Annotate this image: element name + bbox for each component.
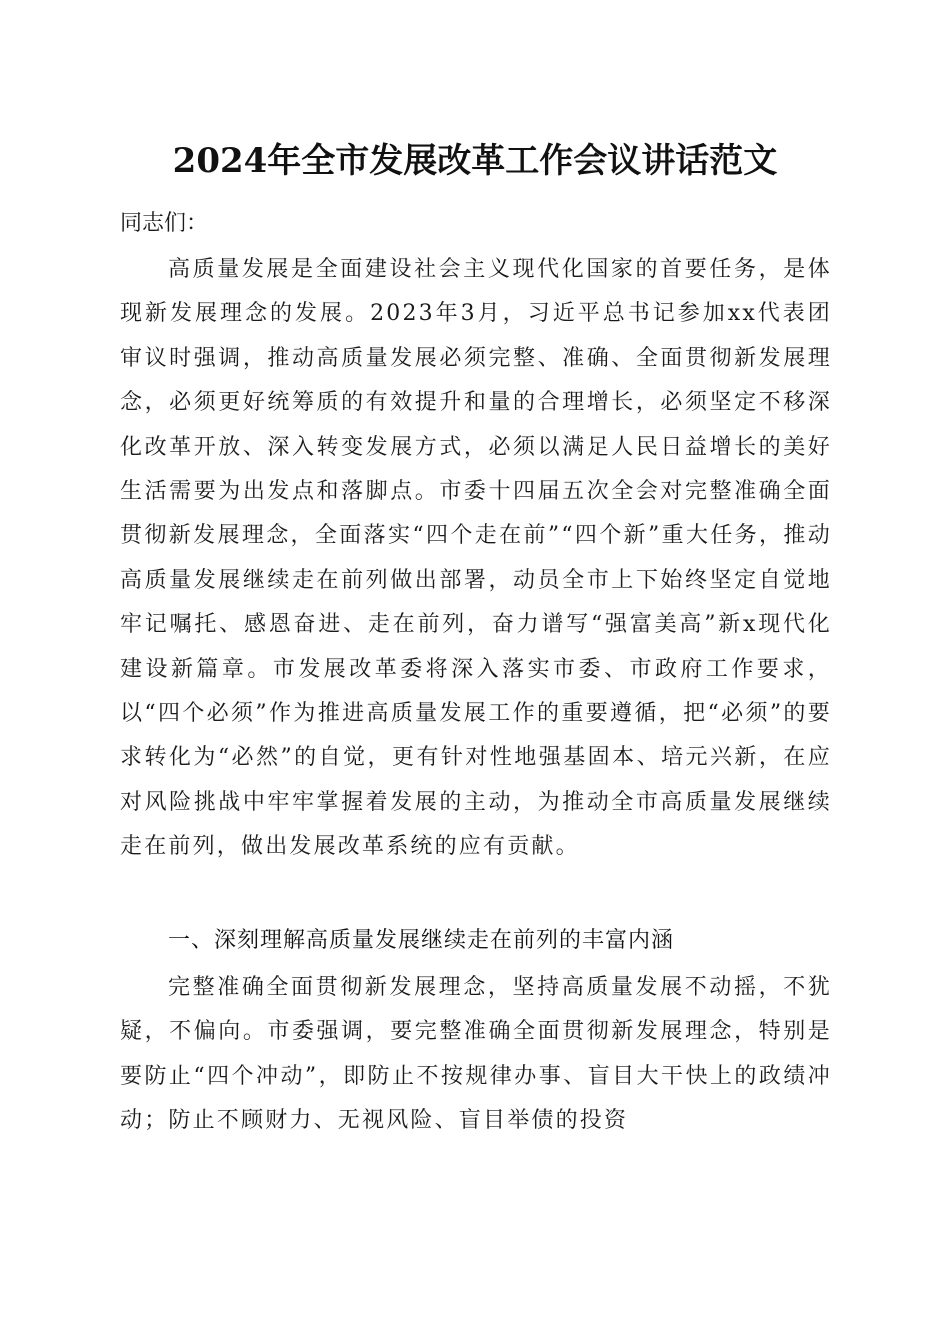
document-title: 2024年全市发展改革工作会议讲话范文 xyxy=(172,141,778,181)
body-paragraph-1: 高质量发展是全面建设社会主义现代化国家的首要任务，是体现新发展理念的发展。2023年3月，习近平总书记参加xx代表团审议时强调，推动高质量发展必须完整、准确、全面贯彻新发展理念，必须更好统筹质的有效提升和量的合理增长，必须坚定不移深化改革开放、深入转变发展方式，必须以满足人民日益增长的美好生活需要为出发点和落脚点。市委十四届五次全会对完整准确全面贯彻新发展理念，全面落实“四个走在前”“四个新”重大任务，推动高质量发展继续走在前列做出部署，动员全市上下始终坚定自觉地牢记嘱托、感恩奋进、走在前列，奋力谱写“强富美高”新x现代化建设新篇章。市发展改革委将深入落实市委、市政府工作要求，以“四个必须”作为推进高质量发展工作的重要遵循，把“必须”的要求转化为“必然”的自觉，更有针对性地强基固本、培元兴新，在应对风险挑战中牢牢掌握着发展的主动，为推动全市高质量发展继续走在前列，做出发展改革系统的应有贡献。 xyxy=(120,257,832,860)
salutation: 同志们： xyxy=(120,211,209,236)
body-paragraph-2: 完整准确全面贯彻新发展理念，坚持高质量发展不动摇，不犹疑，不偏向。市委强调，要完整准确全面贯彻新发展理念，特别是要防止“四个冲动”，即防止不按规律办事、盲目大干快上的政绩冲动；防止不顾财力、无视风险、盲目举债的投资 xyxy=(120,975,832,1134)
section-heading-1: 一、深刻理解高质量发展继续走在前列的丰富内涵 xyxy=(168,928,675,953)
